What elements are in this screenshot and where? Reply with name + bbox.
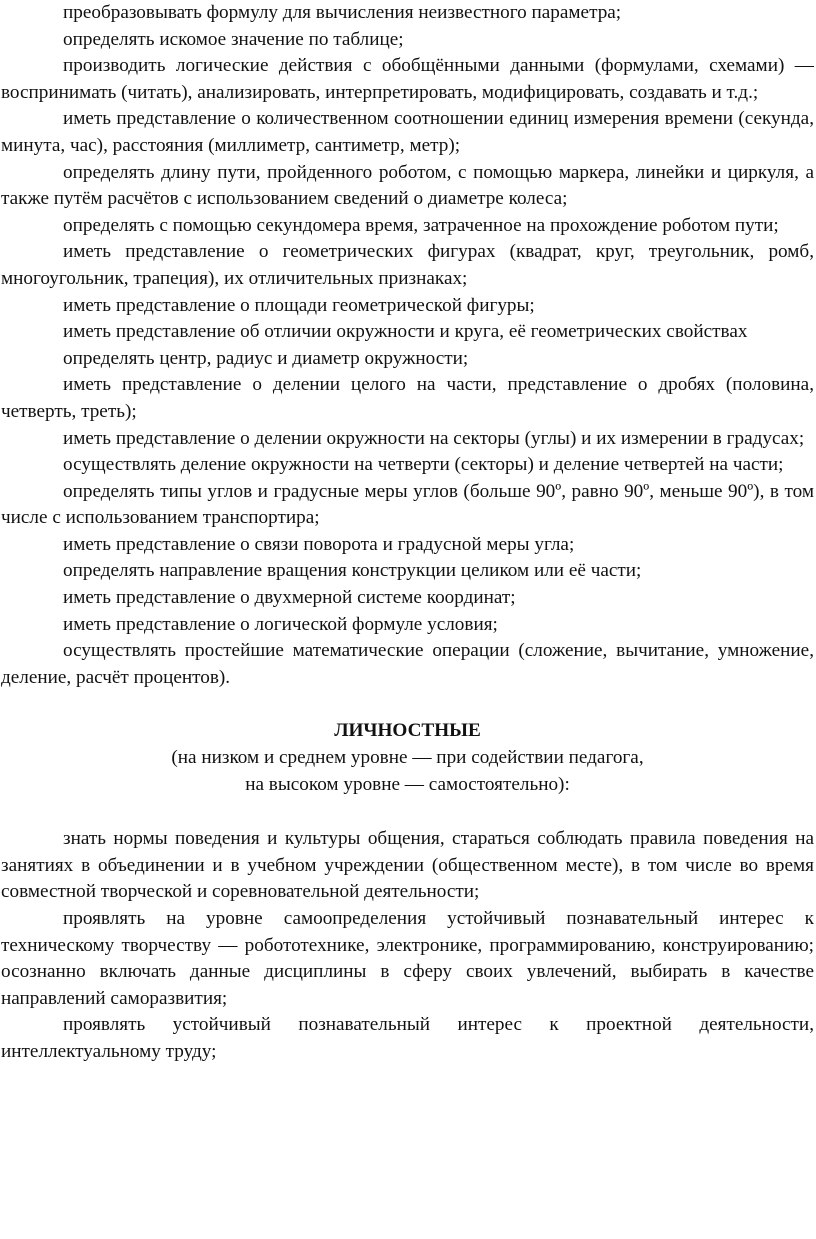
skill-item: определять центр, радиус и диаметр окружности;: [63, 347, 469, 369]
skill-item: определять с помощью секундомера время, затраченное на прохождение роботом пути;: [63, 214, 779, 236]
skill-item: иметь представление о делении окружности на секторы (углы) и их измерении в градусах;: [63, 427, 805, 449]
personal-item: проявлять на уровне самоопределения устойчивый познавательный интерес к техническому творчеству — робототехнике, электронике, программированию, конструированию; осознанно включать данные дисциплины в сферу своих увлечений, выбирать в качестве направлений саморазвития;: [1, 908, 814, 1009]
skill-item: осуществлять простейшие математические операции (сложение, вычитание, умножение, деление, расчёт процентов).: [1, 640, 814, 688]
personal-section-header: [1, 718, 814, 798]
skill-item: иметь представление о связи поворота и градусной меры угла;: [63, 533, 575, 555]
skill-item: иметь представление об отличии окружности и круга, её геометрических свойствах: [63, 321, 748, 343]
skill-item: иметь представление о количественном соотношении единиц измерения времени (секунда, минута, час), расстояния (миллиметр, сантиметр, метр);: [1, 108, 814, 156]
skill-item: иметь представление о площади геометрической фигуры;: [63, 294, 535, 316]
section-subtitle-line-2: на высоком уровне — самостоятельно):: [245, 773, 570, 795]
skills-list: [1, 0, 814, 691]
skill-item: иметь представление о геометрических фигурах (квадрат, круг, треугольник, ромб, многоугольник, трапеция), их отличительных признаках;: [1, 241, 814, 289]
skill-item: определять типы углов и градусные меры углов (больше 90º, равно 90º, меньше 90º), в том числе с использованием транспортира;: [1, 480, 814, 529]
skill-item: преобразовывать формулу для вычисления неизвестного параметра;: [63, 2, 622, 23]
personal-list: [1, 826, 814, 1065]
skill-item: иметь представление о двухмерной системе координат;: [63, 587, 516, 609]
section-spacer: [1, 798, 814, 826]
skill-item: определять направление вращения конструкции целиком или её части;: [63, 560, 642, 582]
skill-item: иметь представление о логической формуле условия;: [63, 613, 498, 635]
personal-item: проявлять устойчивый познавательный интерес к проектной деятельности, интеллектуальному труду;: [1, 1014, 814, 1062]
personal-item: знать нормы поведения и культуры общения, стараться соблюдать правила поведения на занятиях в объединении и в учебном учреждении (общественном месте), в том числе во время совместной творческой и соревновательной деятельности;: [1, 828, 814, 903]
skill-item: иметь представление о делении целого на части, представление о дробях (половина, четверть, треть);: [1, 374, 814, 422]
skill-item: определять искомое значение по таблице;: [63, 28, 404, 50]
skill-item: осуществлять деление окружности на четверти (секторы) и деление четвертей на части;: [63, 454, 784, 476]
section-heading: ЛИЧНОСТНЫЕ: [334, 720, 481, 742]
skill-item: определять длину пути, пройденного роботом, с помощью маркера, линейки и циркуля, а также путём расчётов с использованием сведений о диаметре колеса;: [1, 161, 814, 210]
section-subtitle-line-1: (на низком и среднем уровне — при содействии педагога,: [171, 747, 644, 769]
skill-item: производить логические действия с обобщёнными данными (формулами, схемами) — воспринимать (читать), анализировать, интерпретировать, модифицировать, создавать и т.д.;: [1, 55, 814, 103]
